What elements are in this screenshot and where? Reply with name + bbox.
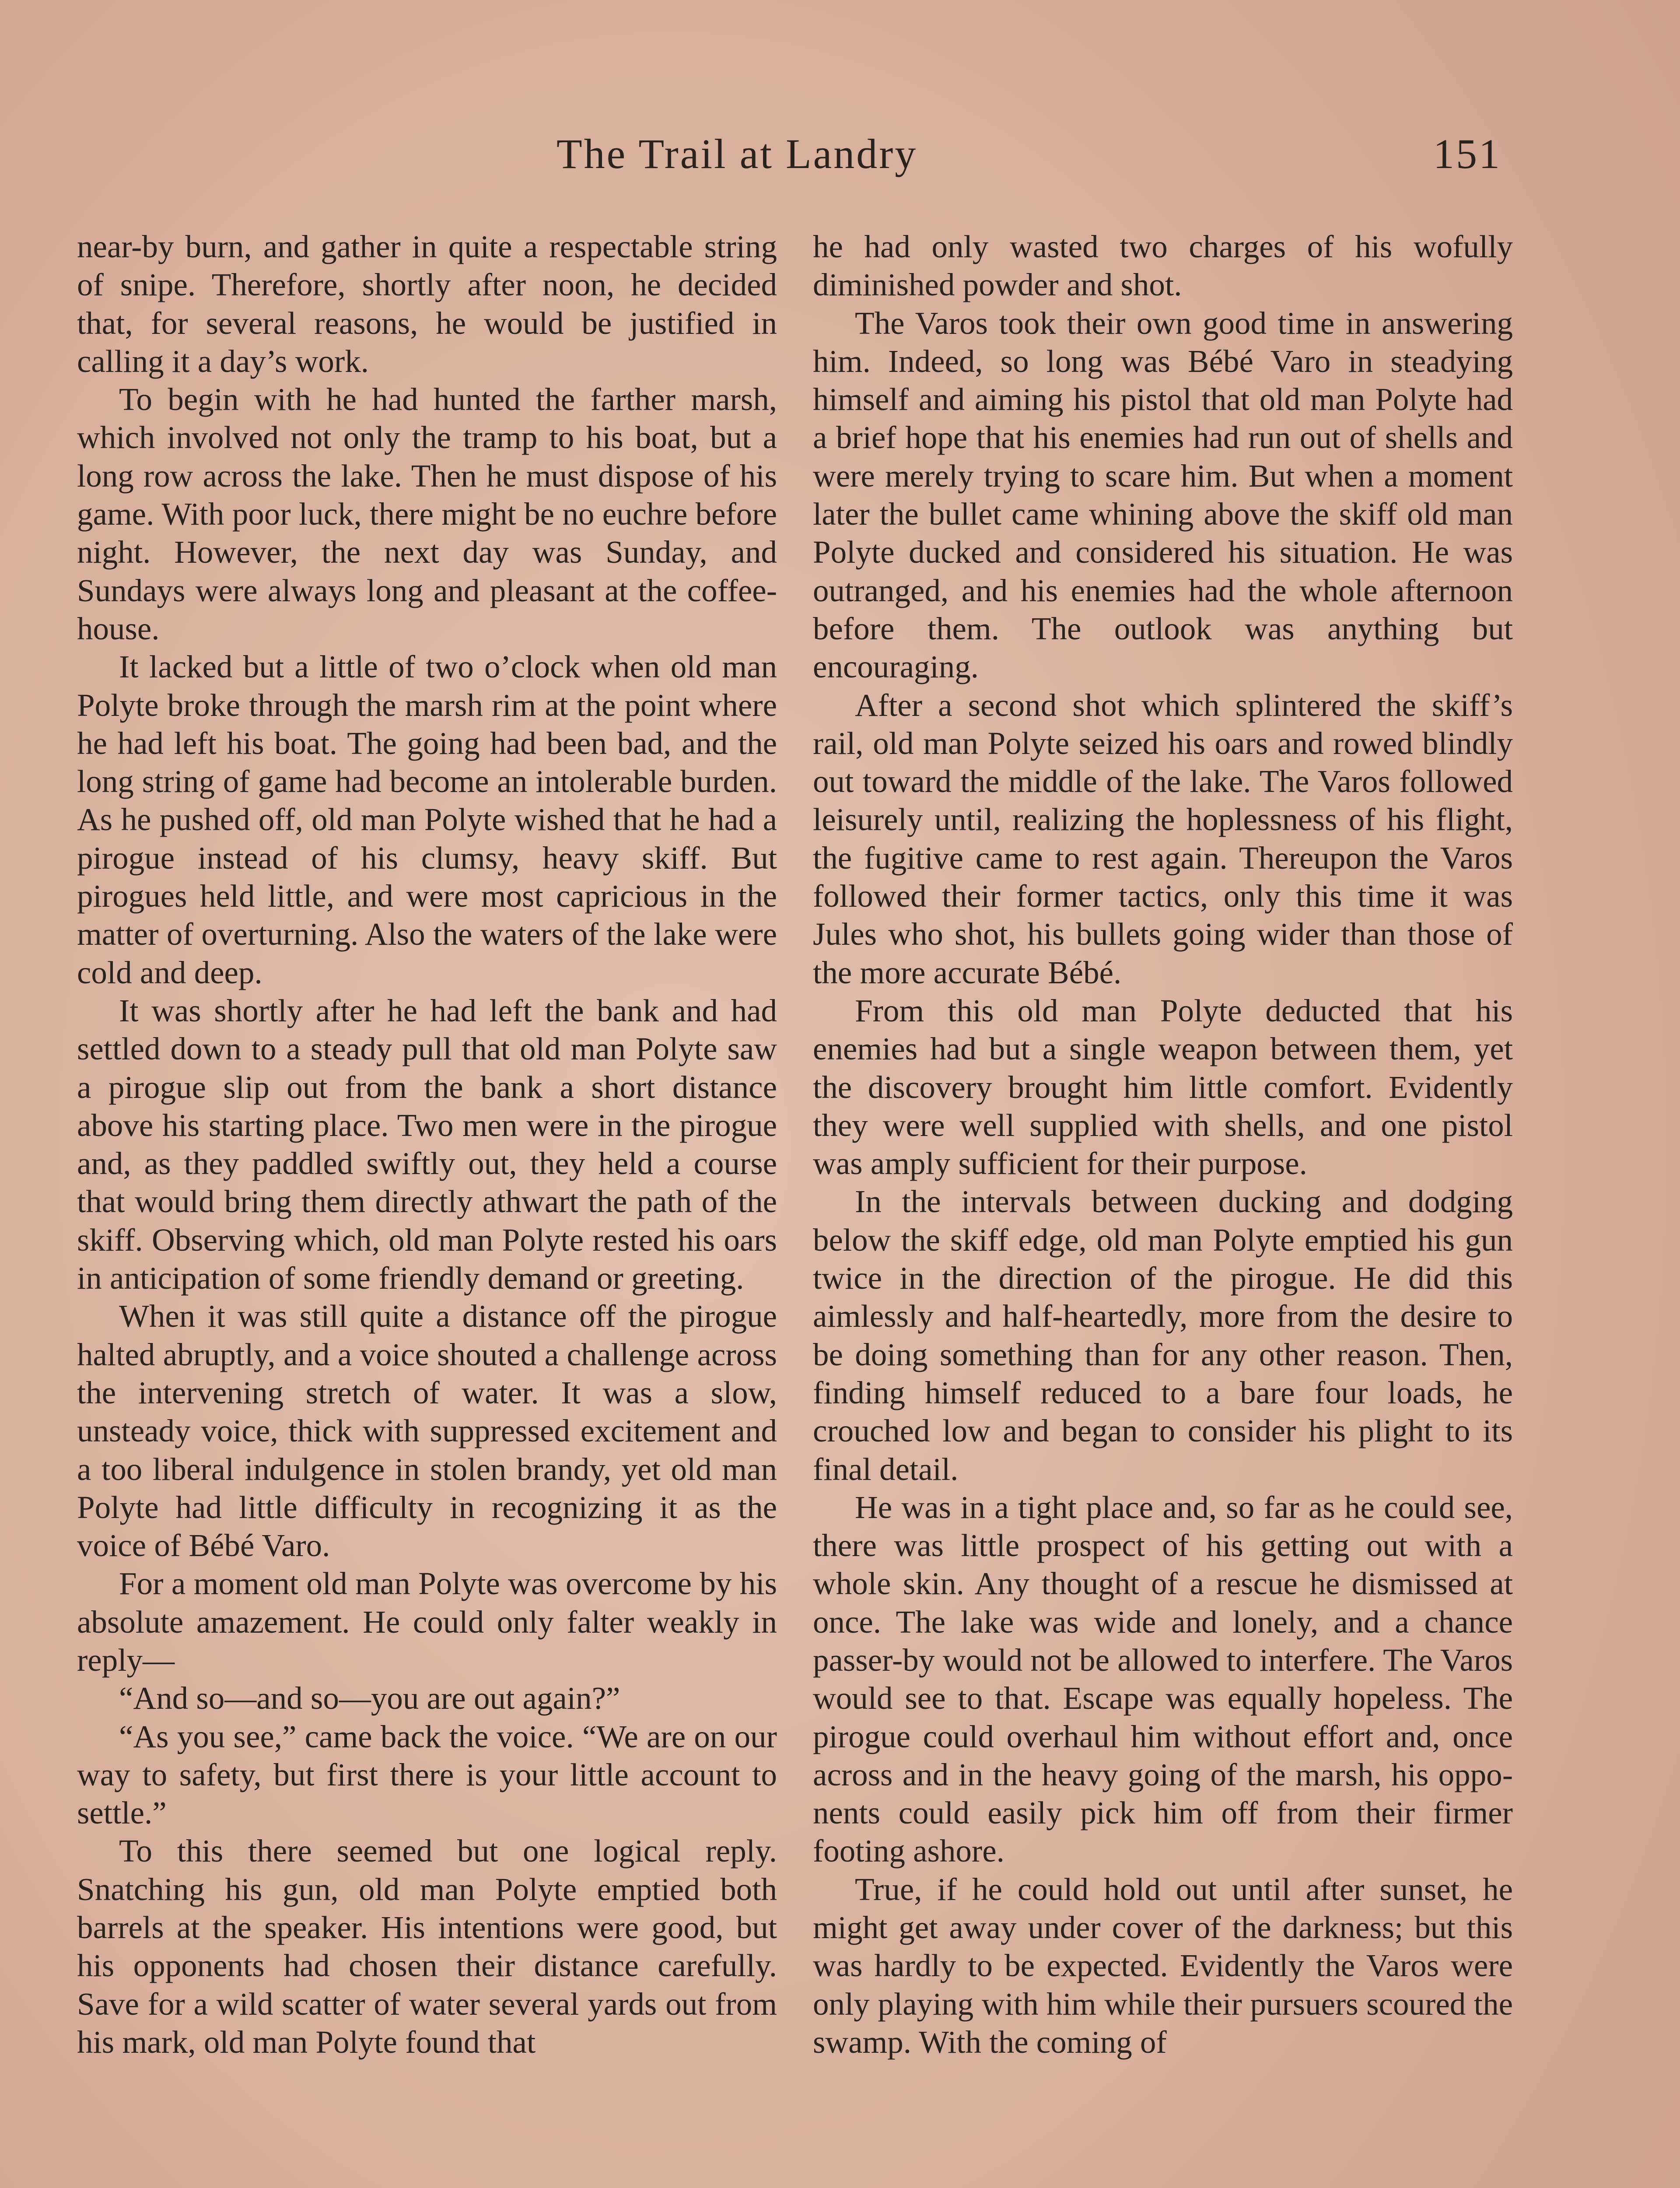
paragraph: It lacked but a little of two o’clock when old man Polyte broke through the marsh rim at the point where he had left his boat. The going had been bad, and the long string of game had become an intolerable burden. As he pushed off, old man Polyte wished that he had a pirogue instead of his clumsy, heavy skiff. But pirogues held little, and were most capricious in the matter of overturning. Also the waters of the lake were cold and deep.	[77, 649, 777, 990]
paragraph: The Varos took their own good time in answering him. Indeed, so long was Bébé Varo in steadying himself and aiming his pistol that old man Polyte had a brief hope that his enemies had run out of shells and were merely trying to scare him. But when a moment later the bullet came whining above the skiff old man Polyte ducked and considered his situation. He was outranged, and his enemies had the whole afternoon before them. The outlook was anything but encouraging.	[813, 305, 1513, 685]
paragraph: He was in a tight place and, so far as he could see, there was little prospect of his getting out with a whole skin. Any thought of a rescue he dismissed at once. The lake was wide and lonely, and a chance passer-by would not be allowed to interfere. The Varos would see to that. Escape was equally hopeless. The pirogue could overhaul him without effort and, once across and in the heavy going of the marsh, his opponents could easily pick him off from their firmer footing ashore.	[813, 1489, 1513, 1869]
paragraph: “And so—and so—you are out again?”	[119, 1680, 620, 1716]
paragraph: “As you see,” came back the voice. “We are on our way to safety, but first there is your little account to settle.”	[77, 1718, 777, 1831]
paragraph: After a second shot which splintered the skiff’s rail, old man Polyte seized his oars and rowed blindly out toward the middle of the lake. The Varos followed leisurely until, realizing the hoplessness of his flight, the fugitive came to rest again. Thereupon the Varos followed their former tactics, only this time it was Jules who shot, his bullets going wider than those of the more accurate Bébé.	[813, 687, 1513, 990]
right-column	[813, 228, 1513, 2061]
paragraph: True, if he could hold out until after sunset, he might get away under cover of the darkness; but this was hardly to be expected. Evidently the Varos were only playing with him while their pursuers scoured the swamp. With the coming of	[813, 1871, 1513, 2060]
paragraph: near-by burn, and gather in quite a respectable string of snipe. Therefore, shortly after noon, he decided that, for several reasons, he would be justified in calling it a day’s work.	[77, 229, 777, 379]
paragraph: To begin with he had hunted the farther marsh, which involved not only the tramp to his boat, but a long row across the lake. Then he must dispose of his game. With poor luck, there might be no euchre before night. However, the next day was Sunday, and Sundays were always long and pleasant at the coffee-house.	[77, 382, 777, 646]
paragraph: From this old man Polyte deducted that his enemies had but a single weapon between them, yet the discovery brought him little comfort. Evidently they were well supplied with shells, and one pistol was amply sufficient for their purpose.	[813, 992, 1513, 1182]
paragraph: In the intervals between ducking and dodging below the skiff edge, old man Polyte emptied his gun twice in the direction of the pirogue. He did this aimlessly and half-heartedly, more from the desire to be doing something than for any other reason. Then, finding himself reduced to a bare four loads, he crouched low and began to consider his plight to its final detail.	[813, 1184, 1513, 1487]
running-header-title: The Trail at Landry	[556, 130, 918, 177]
page-number: 151	[1433, 130, 1502, 177]
paragraph: To this there seemed but one logical reply. Snatching his gun, old man Polyte emptied both barrels at the speaker. His intentions were good, but his opponents had chosen their distance carefully. Save for a wild scatter of water several yards out from his mark, old man Polyte found that	[77, 1833, 777, 2060]
paragraph: For a moment old man Polyte was overcome by his absolute amazement. He could only falter weakly in reply—	[77, 1566, 777, 1678]
paragraph: It was shortly after he had left the bank and had settled down to a steady pull that old man Polyte saw a pirogue slip out from the bank a short distance above his starting place. Two men were in the pirogue and, as they paddled swiftly out, they held a course that would bring them directly athwart the path of the skiff. Observing which, old man Polyte rested his oars in anticipation of some friendly demand or greeting.	[77, 992, 777, 1296]
left-column	[77, 228, 777, 2061]
paragraph: he had only wasted two charges of his wofully diminished powder and shot.	[813, 229, 1513, 303]
paragraph: When it was still quite a distance off the pirogue halted abruptly, and a voice shouted a challenge across the intervening stretch of water. It was a slow, unsteady voice, thick with suppressed excitement and a too liberal indulgence in stolen brandy, yet old man Polyte had little difficulty in recognizing it as the voice of Bébé Varo.	[77, 1298, 777, 1564]
